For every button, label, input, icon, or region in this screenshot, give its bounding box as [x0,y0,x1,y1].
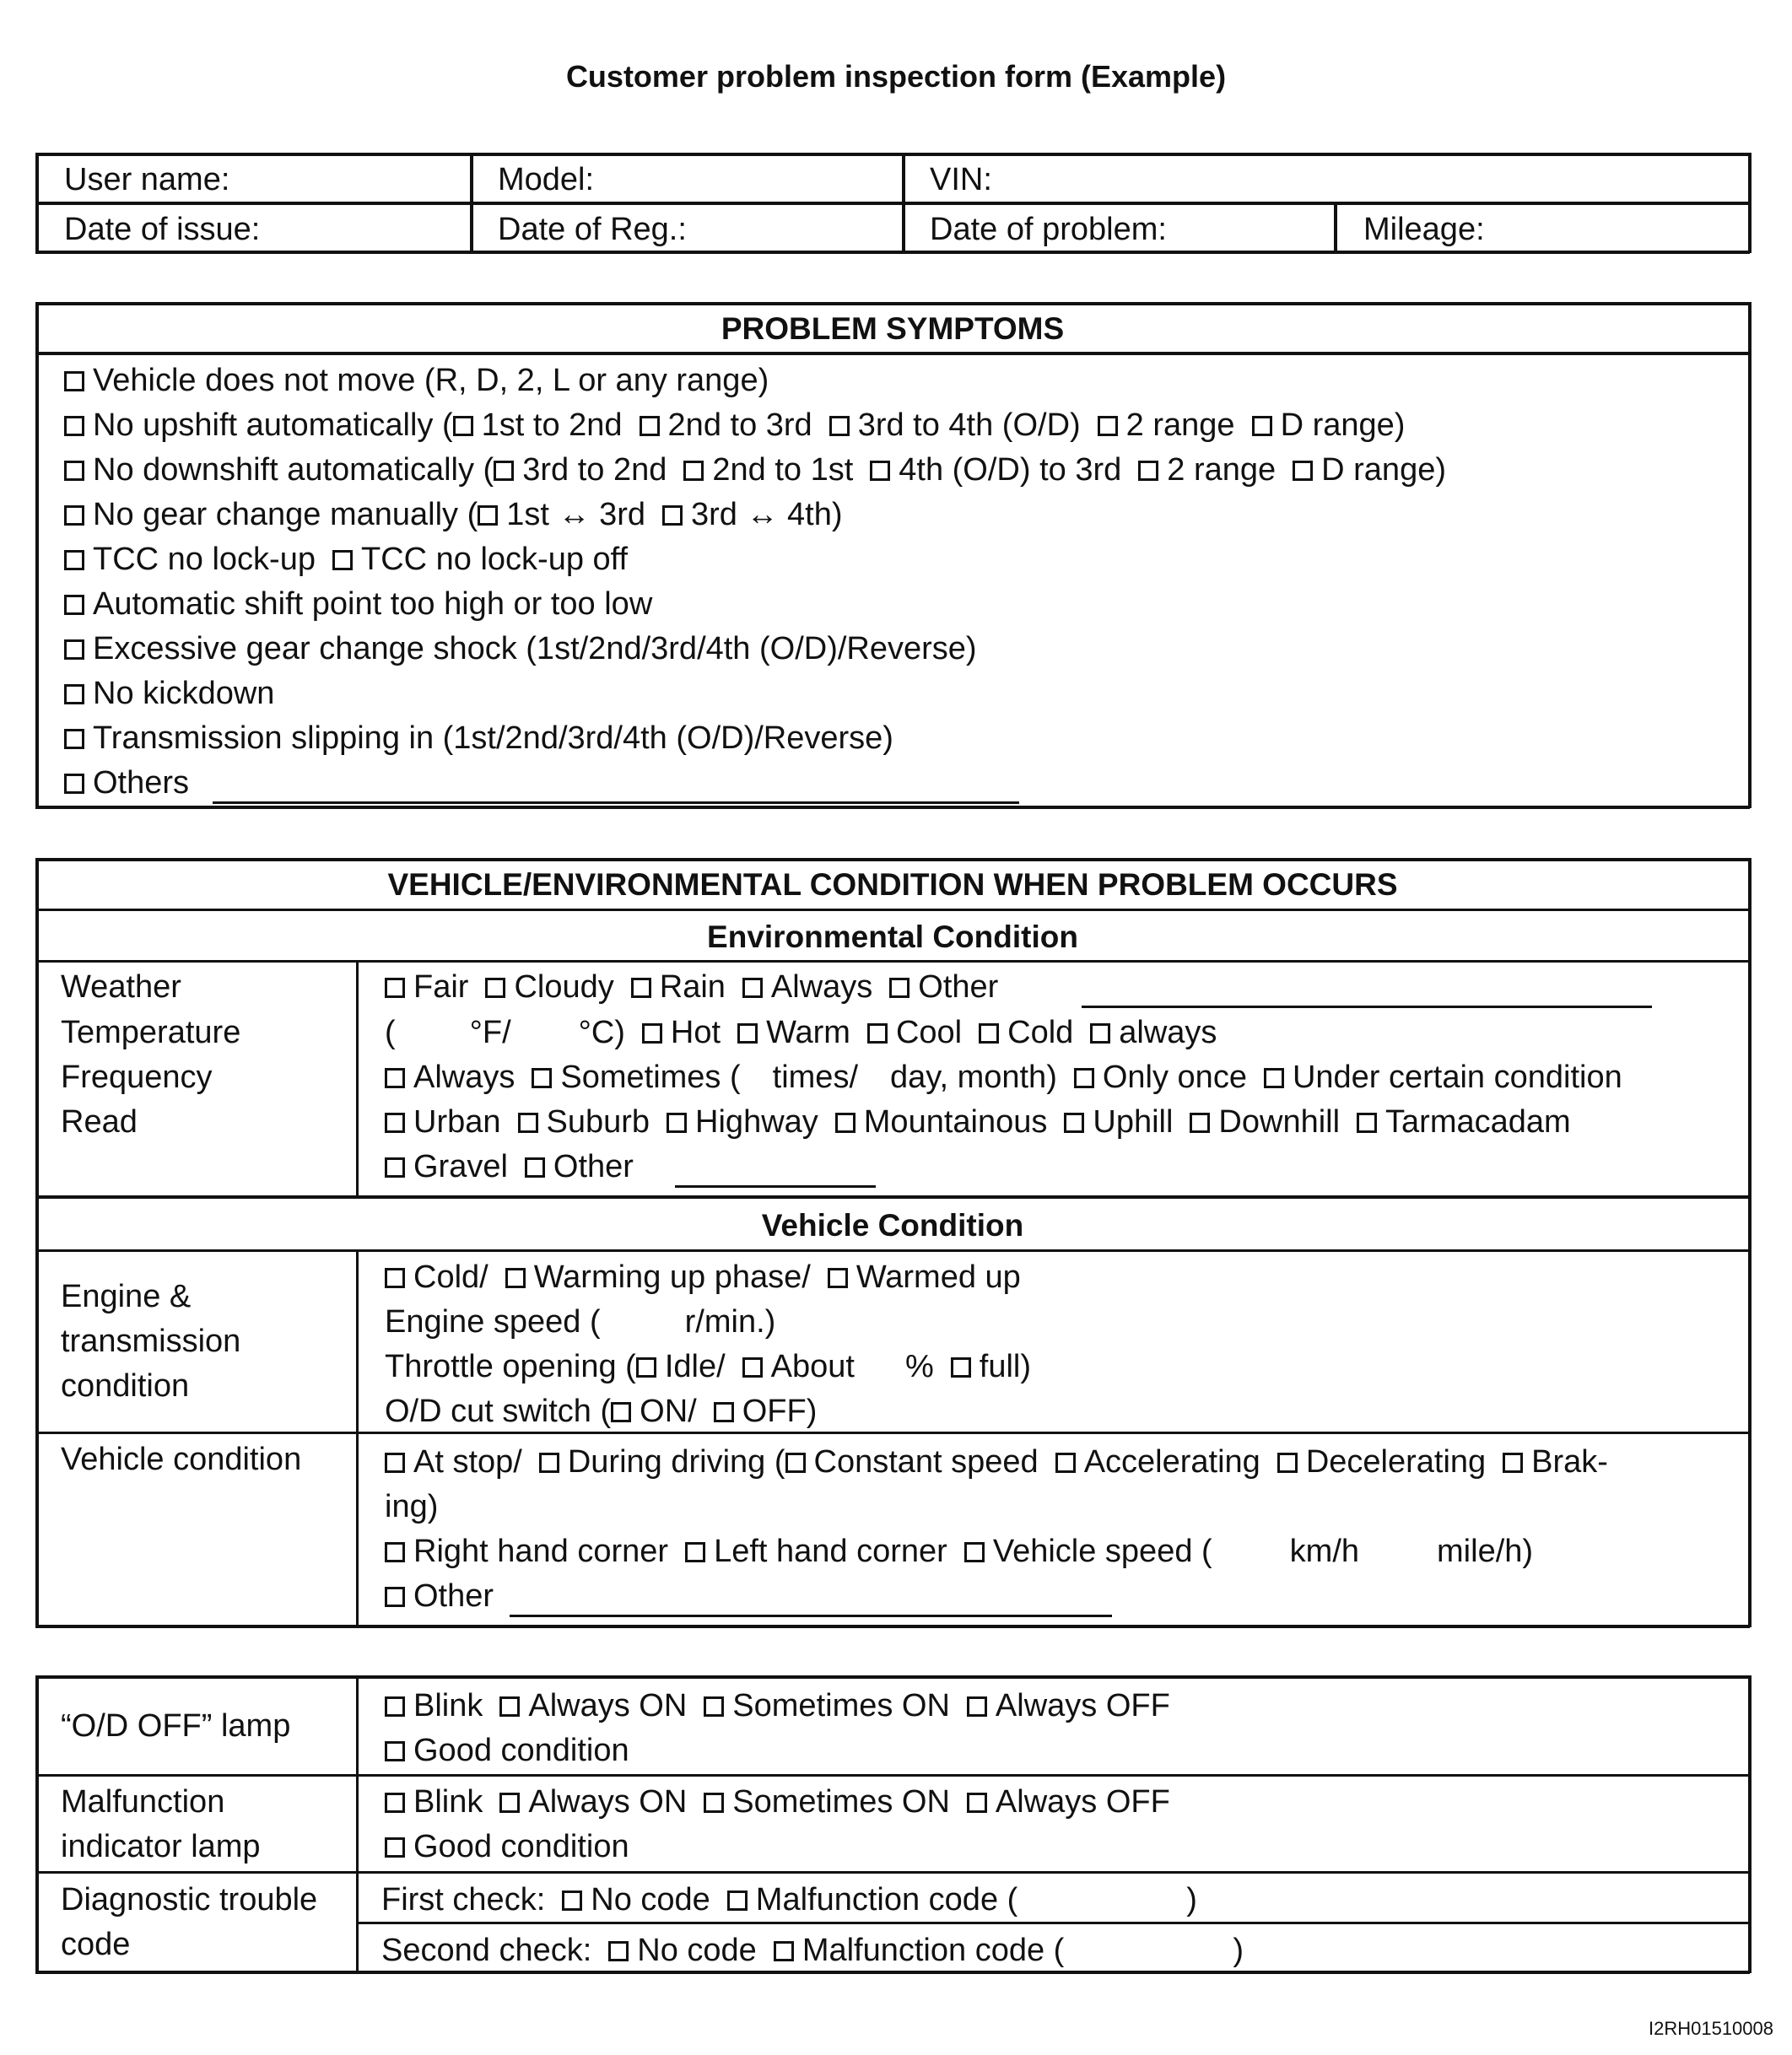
symptom-row: Others [64,767,189,799]
temperature-label: Temperature [61,1015,241,1050]
symptom-row: Vehicle does not move (R, D, 2, L or any range) [64,364,769,396]
checkbox[interactable] [525,1157,545,1178]
user-name-label: User name: [64,162,230,197]
checkbox[interactable] [562,1890,582,1911]
checkbox[interactable] [532,1068,552,1088]
checkbox[interactable] [608,1941,629,1961]
checkbox[interactable] [385,1113,405,1133]
od-lamp-options: Blink Always ON Sometimes ON Always OFF [385,1690,1170,1722]
checkbox[interactable] [385,978,405,998]
checkbox[interactable] [1138,461,1158,481]
mil-label-line2: indicator lamp [61,1829,261,1864]
checkbox[interactable] [662,505,683,526]
checkbox[interactable] [829,416,850,436]
frequency-options: Always Sometimes ( times/ day, month) Only once Under certain condition [385,1061,1622,1093]
vehicle-driving-options: At stop/ During driving ( Constant speed Accelerating Decelerating Brak- [385,1446,1608,1478]
mil-options: Blink Always ON Sometimes ON Always OFF [385,1786,1170,1818]
vehicle-other-option: Other [385,1580,494,1612]
checkbox[interactable] [385,1068,405,1088]
checkbox[interactable] [1090,1023,1110,1044]
problem-symptoms-heading: PROBLEM SYMPTOMS [721,311,1065,346]
checkbox[interactable] [485,978,505,998]
checkbox[interactable] [1503,1453,1523,1473]
date-of-reg-label: Date of Reg.: [498,212,687,247]
dtc-label-line1: Diagnostic trouble [61,1882,318,1917]
checkbox[interactable] [499,1696,520,1717]
checkbox[interactable] [1264,1068,1284,1088]
checkbox[interactable] [385,1268,405,1288]
checkbox[interactable] [889,978,909,998]
checkbox[interactable] [499,1793,520,1813]
checkbox[interactable] [611,1402,631,1422]
checkbox[interactable] [967,1696,987,1717]
mileage-label: Mileage: [1363,212,1485,247]
road-label: Read [61,1104,138,1140]
od-lamp-good: Good condition [385,1734,629,1766]
weather-other-blank-line[interactable] [1082,1006,1652,1008]
frequency-label: Frequency [61,1060,213,1095]
checkbox[interactable] [951,1357,971,1378]
checkbox[interactable] [828,1268,848,1288]
symptom-row: No kickdown [64,677,274,709]
checkbox[interactable] [742,978,763,998]
figure-code: I2RH01510008 [1648,2018,1773,2039]
vehicle-condition-heading: Vehicle Condition [761,1208,1024,1243]
vehicle-braking-cont: ing) [385,1489,439,1524]
checkbox[interactable] [64,416,84,436]
checkbox[interactable] [1064,1113,1084,1133]
checkbox[interactable] [640,416,660,436]
checkbox[interactable] [774,1941,794,1961]
vin-label: VIN: [930,162,992,197]
checkbox[interactable] [1098,416,1118,436]
checkbox[interactable] [518,1113,538,1133]
checkbox[interactable] [385,1793,405,1813]
checkbox[interactable] [870,461,890,481]
checkbox[interactable] [785,1453,806,1473]
checkbox[interactable] [667,1113,687,1133]
checkbox[interactable] [704,1793,724,1813]
page-title: Customer problem inspection form (Example) [565,59,1227,94]
first-check-row: First check: No code Malfunction code ( ) [381,1882,1197,1917]
temperature-options: ( °F/ °C) Hot Warm Cool Cold always [385,1015,1217,1050]
checkbox[interactable] [385,1696,405,1717]
model-label: Model: [498,162,595,197]
checkbox[interactable] [385,1157,405,1178]
checkbox[interactable] [1190,1113,1210,1133]
checkbox[interactable] [539,1453,559,1473]
checkbox[interactable] [1055,1453,1076,1473]
checkbox[interactable] [642,1023,662,1044]
mil-label-line1: Malfunction [61,1784,225,1820]
checkbox[interactable] [835,1113,856,1133]
dtc-label-line2: code [61,1927,131,1962]
checkbox[interactable] [64,505,84,526]
date-of-issue-label: Date of issue: [64,212,261,247]
symptom-row: No upshift automatically ( 1st to 2nd 2nd to 3rd 3rd to 4th (O/D) 2 range D range) [64,409,1405,441]
checkbox[interactable] [683,461,704,481]
road-options: Urban Suburb Highway Mountainous Uphill Downhill Tarmacadam [385,1106,1571,1138]
environmental-condition-heading: Environmental Condition [707,920,1078,954]
engine-label-line2: transmission [61,1324,241,1359]
checkbox[interactable] [685,1542,705,1562]
engine-phase-options: Cold/ Warming up phase/ Warmed up [385,1261,1021,1293]
weather-label: Weather [61,969,181,1005]
od-cut-switch: O/D cut switch ( ON/ OFF) [385,1394,818,1429]
symptom-row: Excessive gear change shock (1st/2nd/3rd/4th (O/D)/Reverse) [64,633,977,665]
throttle-opening: Throttle opening ( Idle/ About % full) [385,1349,1032,1384]
symptom-row: TCC no lock-up TCC no lock-up off [64,543,628,575]
checkbox[interactable] [478,505,498,526]
conditions-heading: VEHICLE/ENVIRONMENTAL CONDITION WHEN PROBLEM OCCURS [387,867,1398,902]
others-blank-line[interactable] [213,801,1019,804]
checkbox[interactable] [964,1542,985,1562]
engine-label-line1: Engine & [61,1279,192,1314]
checkbox[interactable] [742,1357,763,1378]
checkbox[interactable] [1074,1068,1094,1088]
checkbox[interactable] [979,1023,999,1044]
checkbox[interactable] [385,1837,405,1858]
checkbox[interactable] [1252,416,1272,436]
checkbox[interactable] [967,1793,987,1813]
checkbox[interactable] [385,1542,405,1562]
checkbox[interactable] [1357,1113,1377,1133]
weather-options: Fair Cloudy Rain Always Other [385,971,998,1003]
checkbox[interactable] [64,639,84,660]
symptom-row: No downshift automatically ( 3rd to 2nd 2nd to 1st 4th (O/D) to 3rd 2 range D range) [64,454,1446,486]
checkbox[interactable] [64,371,84,391]
vehicle-corner-options: Right hand corner Left hand corner Vehicle speed ( km/h mile/h) [385,1535,1533,1567]
checkbox[interactable] [636,1357,656,1378]
checkbox[interactable] [737,1023,758,1044]
vehicle-other-blank-line[interactable] [510,1615,1112,1617]
checkbox[interactable] [64,595,84,615]
symptom-row: Transmission slipping in (1st/2nd/3rd/4th (O/D)/Reverse) [64,722,893,754]
checkbox[interactable] [64,461,84,481]
checkbox[interactable] [64,550,84,570]
checkbox[interactable] [385,1453,405,1473]
road-other-blank-line[interactable] [675,1185,876,1188]
checkbox[interactable] [332,550,353,570]
checkbox[interactable] [714,1402,734,1422]
engine-speed: Engine speed ( r/min.) [385,1304,776,1340]
date-of-problem-label: Date of problem: [930,212,1167,247]
checkbox[interactable] [64,684,84,704]
checkbox[interactable] [64,774,84,794]
checkbox[interactable] [727,1890,748,1911]
vehicle-condition-label: Vehicle condition [61,1442,302,1477]
checkbox[interactable] [64,729,84,749]
checkbox[interactable] [453,416,473,436]
checkbox[interactable] [385,1741,405,1761]
checkbox[interactable] [867,1023,888,1044]
engine-label-line3: condition [61,1368,190,1404]
road-options-2: Gravel Other [385,1151,634,1183]
symptom-row: Automatic shift point too high or too low [64,588,652,620]
od-off-lamp-label: “O/D OFF” lamp [61,1708,291,1744]
symptom-row: No gear change manually ( 1st ↔ 3rd 3rd ↔ 4th) [64,499,843,531]
checkbox[interactable] [1277,1453,1298,1473]
checkbox[interactable] [494,461,514,481]
checkbox[interactable] [631,978,651,998]
checkbox[interactable] [1293,461,1313,481]
checkbox[interactable] [704,1696,724,1717]
checkbox[interactable] [385,1587,405,1607]
checkbox[interactable] [505,1268,526,1288]
second-check-row: Second check: No code Malfunction code ( ) [381,1933,1244,1968]
mil-good: Good condition [385,1831,629,1863]
